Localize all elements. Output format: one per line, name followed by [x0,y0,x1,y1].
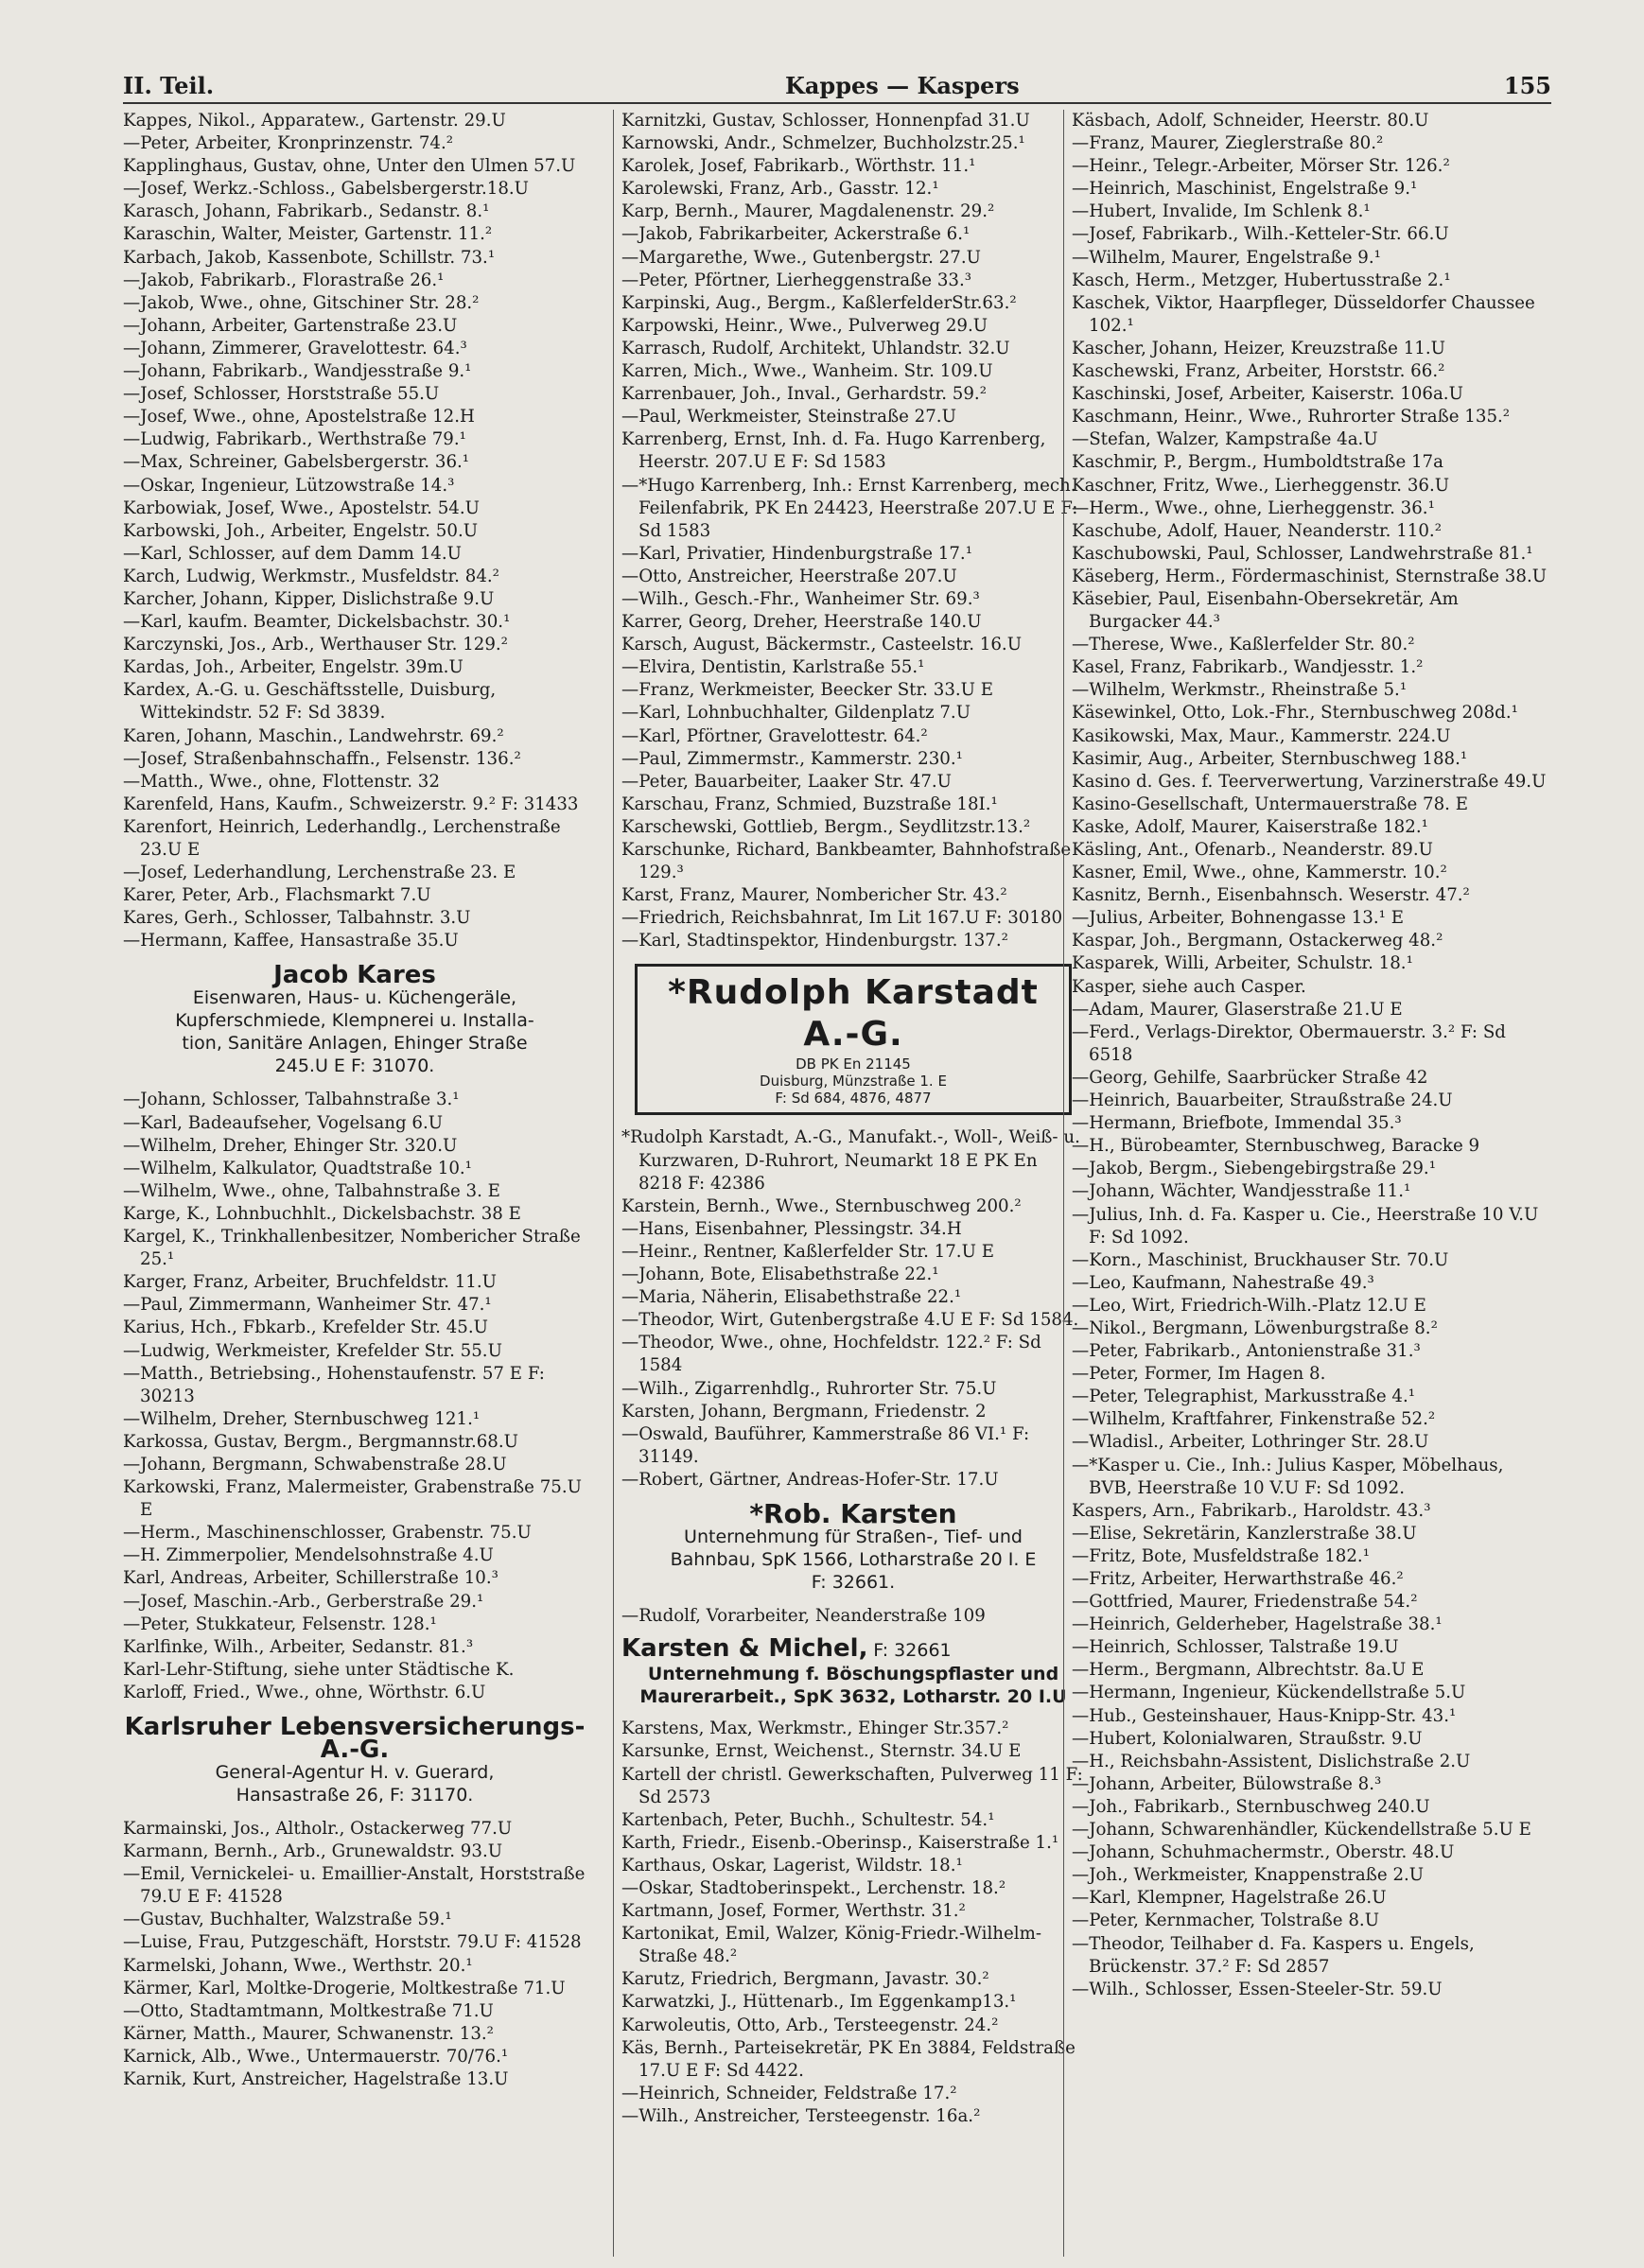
directory-entry: Kardas, Joh., Arbeiter, Engelstr. 39m.U [123,657,463,678]
directory-entry: Karwoleutis, Otto, Arb., Tersteegenstr. 24.² [621,2015,999,2035]
directory-entry: —Ludwig, Werkmeister, Krefelder Str. 55.U [123,1340,502,1361]
directory-entry: Käseberg, Herm., Fördermaschinist, Sternstraße 38.U [1072,566,1548,586]
directory-entry: —Wilhelm, Kalkulator, Quadtstraße 10.¹ [123,1158,472,1178]
directory-entry: Kärmer, Karl, Moltke-Drogerie, Moltkestraße 71.U [123,1978,566,1998]
directory-entry: Kares, Gerh., Schlosser, Talbahnstr. 3.U [123,908,471,929]
directory-entry: Käsebier, Paul, Eisenbahn-Obersekretär, Am Burgacker 44.³ [1072,588,1459,633]
directory-entry: —Herm., Maschinenschlosser, Grabenstr. 75.U [123,1523,532,1544]
ad-robkarsten-line3: F: 32661. [811,1571,896,1593]
directory-entry: —Johann, Arbeiter, Gartenstraße 23.U [123,315,458,336]
directory-entry: —Oskar, Ingenieur, Lützowstraße 14.³ [123,475,455,496]
directory-entry: Karsch, August, Bäckermstr., Casteelstr. 16.U [621,635,1023,655]
directory-entry: —Hermann, Briefbote, Immendal 35.³ [1072,1113,1402,1134]
directory-entry: —Maria, Näherin, Elisabethstraße 22.¹ [621,1287,962,1308]
directory-entry: Käsling, Ant., Ofenarb., Neanderstr. 89.U [1072,840,1433,860]
directory-entry: Karschewski, Gottlieb, Bergm., Seydlitzstr.13.² [621,816,1031,837]
directory-entry: —Wilhelm, Wwe., ohne, Talbahnstraße 3. E [123,1180,500,1201]
directory-entry: Kasparek, Willi, Arbeiter, Schulstr. 18.¹ [1072,953,1413,974]
directory-entry: Karrer, Georg, Dreher, Heerstraße 140.U [621,612,982,633]
directory-entry: —Theodor, Wirt, Gutenbergstraße 4.U E F: Sd 1584. [621,1310,1079,1331]
directory-entry: —Matth., Betriebsing., Hohenstaufenstr. 57 E F: 30213 [123,1363,545,1406]
directory-entry: Kartenbach, Peter, Buchh., Schultestr. 54.¹ [621,1809,995,1830]
directory-entry: —Peter, Fabrikarb., Antonienstraße 31.³ [1072,1341,1421,1362]
directory-entry: Kardex, A.-G. u. Geschäftsstelle, Duisburg, Wittekindstr. 52 F: Sd 3839. [123,680,497,724]
directory-entry: —Hubert, Invalide, Im Schlenk 8.¹ [1072,201,1371,222]
directory-entry: —H., Reichsbahn-Assistent, Dislichstraße 2.U [1072,1751,1471,1771]
directory-entry: —Julius, Arbeiter, Bohnengasse 13.¹ E [1072,908,1405,929]
directory-entry: Käsewinkel, Otto, Lok.-Fhr., Sternbuschweg 208d.¹ [1072,703,1518,724]
ad-karlsruher [123,1713,586,1806]
directory-entry: Karaschin, Walter, Meister, Gartenstr. 11.² [123,224,493,245]
page-number: 155 [1503,72,1551,99]
directory-entry: —H., Bürobeamter, Sternbuschweg, Baracke 9 [1072,1136,1480,1157]
directory-entry: Kartonikat, Emil, Walzer, König-Friedr.-Wilhelm-Straße 48.² [621,1924,1041,1967]
directory-entry: Kasino-Gesellschaft, Untermauerstraße 78. E [1072,794,1469,814]
directory-entry: Karolek, Josef, Fabrikarb., Wörthstr. 11.¹ [621,156,976,177]
column-2 [613,110,1085,2257]
directory-entry: Karst, Franz, Maurer, Nombericher Str. 43.² [621,885,1007,906]
directory-entry: —Josef, Lederhandlung, Lerchenstraße 23. E [123,863,516,883]
directory-entry: Karnitzki, Gustav, Schlosser, Honnenpfad 31.U [621,111,1030,131]
directory-entry: —Gustav, Buchhalter, Walzstraße 59.¹ [123,1910,452,1930]
directory-entry: —Peter, Arbeiter, Kronprinzenstr. 74.² [123,133,454,154]
ad-karlsruher-line2: Hansastraße 26, F: 31170. [236,1785,474,1806]
directory-entry: Kasikowski, Max, Maur., Kammerstr. 224.U [1072,725,1451,746]
directory-entry: —Jakob, Fabrikarbeiter, Ackerstraße 6.¹ [621,224,971,245]
directory-entry: —Max, Schreiner, Gabelsbergerstr. 36.¹ [123,452,470,473]
directory-entry: Kärner, Matth., Maurer, Schwanenstr. 13.² [123,2023,494,2044]
directory-entry: Karbowski, Joh., Arbeiter, Engelstr. 50.U [123,520,479,541]
directory-entry: Karkossa, Gustav, Bergm., Bergmannstr.68.U [123,1431,518,1452]
directory-entry: Karstens, Max, Werkmstr., Ehinger Str.357.² [621,1718,1009,1739]
entries-2c [621,1718,1085,2128]
directory-entry: —Johann, Wächter, Wandjesstraße 11.¹ [1072,1181,1411,1202]
directory-entry: Käsbach, Adolf, Schneider, Heerstr. 80.U [1072,111,1429,131]
directory-entry: Kasner, Emil, Wwe., ohne, Kammerstr. 10.² [1072,863,1447,883]
ad-karstadt-line3: F: Sd 684, 4876, 4877 [775,1090,932,1108]
directory-entry: Karmelski, Johann, Wwe., Werthstr. 20.¹ [123,1955,473,1976]
directory-entry: —Elvira, Dentistin, Karlstraße 55.¹ [621,657,925,678]
directory-entry: Karnowski, Andr., Schmelzer, Buchholzstr.25.¹ [621,133,1025,154]
directory-entry: Karius, Hch., Fbkarb., Krefelder Str. 45.U [123,1317,488,1338]
directory-entry: Karstein, Bernh., Wwe., Sternbuschweg 200.² [621,1195,1022,1216]
directory-entry: Kasino d. Ges. f. Teerverwertung, Varzinerstraße 49.U [1072,771,1547,792]
directory-entry: —Wilhelm, Werkmstr., Rheinstraße 5.¹ [1072,680,1408,701]
directory-entry: —Peter, Telegraphist, Markusstraße 4.¹ [1072,1387,1416,1407]
directory-entry: —Korn., Maschinist, Bruckhauser Str. 70.U [1072,1249,1449,1270]
directory-entry: —Theodor, Wwe., ohne, Hochfeldstr. 122.² F: Sd 1584 [621,1333,1041,1376]
directory-entry: —Hans, Eisenbahner, Plessingstr. 34.H [621,1218,962,1239]
directory-entry: —Heinr., Telegr.-Arbeiter, Mörser Str. 126.² [1072,156,1450,177]
directory-entry: Kasnitz, Bernh., Eisenbahnsch. Weserstr. 47.² [1072,885,1470,906]
directory-entry: Karsten, Johann, Bergmann, Friedenstr. 2 [621,1401,987,1422]
ad-karstadt-line2: Duisburg, Münzstraße 1. E [760,1073,947,1090]
ad-michel-line2: Maurerarbeit., SpK 3632, Lotharstr. 20 I.U [639,1686,1067,1708]
directory-entry: —Ludwig, Fabrikarb., Werthstraße 79.¹ [123,429,466,450]
directory-entry: —Wilhelm, Maurer, Engelstraße 9.¹ [1072,247,1381,268]
ad-kares-line3: tion, Sanitäre Anlagen, Ehinger Straße [182,1033,528,1055]
directory-entry: Kartmann, Josef, Former, Werthstr. 31.² [621,1901,966,1922]
directory-entry: —Peter, Former, Im Hagen 8. [1072,1364,1326,1385]
directory-entry: —Peter, Stukkateur, Felsenstr. 128.¹ [123,1614,437,1634]
directory-entry: Karasch, Johann, Fabrikarb., Sedanstr. 8.¹ [123,201,490,222]
directory-entry: —Hermann, Ingenieur, Kückendellstraße 5.U [1072,1683,1466,1703]
directory-entry: —Heinr., Rentner, Kaßlerfelder Str. 17.U E [621,1241,994,1262]
directory-entry: —Johann, Zimmerer, Gravelottestr. 64.³ [123,338,467,358]
directory-entry: Karschau, Franz, Schmied, Buzstraße 18I.¹ [621,794,998,814]
directory-entry: Kaschmir, P., Bergm., Humboldtstraße 17a [1072,452,1443,473]
directory-entry: Karschunke, Richard, Bankbeamter, Bahnhofstraße 129.³ [621,840,1072,883]
directory-entry: Karl, Andreas, Arbeiter, Schillerstraße 10.³ [123,1568,498,1589]
directory-entry: —Emil, Vernickelei- u. Emaillier-Anstalt, Horststraße 79.U E F: 41528 [123,1864,586,1908]
directory-entry: —Wilh., Schlosser, Essen-Steeler-Str. 59.U [1072,1979,1443,1999]
directory-entry: —Heinrich, Maschinist, Engelstraße 9.¹ [1072,179,1418,200]
directory-entry: —Julius, Inh. d. Fa. Kasper u. Cie., Heerstraße 10 V.U F: Sd 1092. [1072,1204,1539,1247]
directory-entry: Karenfort, Heinrich, Lederhandlg., Lerchenstraße 23.U E [123,816,561,860]
ad-rob-karsten [621,1497,1085,1594]
directory-entry: —Joh., Fabrikarb., Sternbuschweg 240.U [1072,1796,1430,1817]
ad-karlsruher-name: Karlsruher Lebensversicherungs-A.-G. [124,1713,586,1764]
directory-entry: —Stefan, Walzer, Kampstraße 4a.U [1072,429,1378,450]
directory-entry: Kaske, Adolf, Maurer, Kaiserstraße 182.¹ [1072,816,1428,837]
directory-entry: Kaspers, Arn., Fabrikarb., Haroldstr. 43.³ [1072,1500,1431,1521]
directory-entry: Kaspar, Joh., Bergmann, Ostackerweg 48.² [1072,931,1443,951]
directory-entry: —Heinrich, Schneider, Feldstraße 17.² [621,2083,957,2103]
directory-entry: Karlfinke, Wilh., Arbeiter, Sedanstr. 81.³ [123,1636,474,1657]
entries-2c-pre [621,1605,1085,1628]
directory-entry: Karp, Bernh., Maurer, Magdalenenstr. 29.² [621,201,995,222]
directory-entry: —Karl, Badeaufseher, Vogelsang 6.U [123,1112,444,1133]
directory-entry: —Otto, Stadtamtmann, Moltkestraße 71.U [123,2000,494,2021]
entries-3 [1072,110,1549,2001]
directory-entry: —Fritz, Arbeiter, Herwarthstraße 46.² [1072,1569,1404,1589]
directory-entry: Karren, Mich., Wwe., Wanheim. Str. 109.U [621,361,993,382]
ad-karlsruher-line1: General-Agentur H. v. Guerard, [215,1762,495,1783]
directory-entry: Karpinski, Aug., Bergm., KaßlerfelderStr.63.² [621,292,1017,313]
directory-entry: —Peter, Bauarbeiter, Laaker Str. 47.U [621,771,953,792]
directory-entry: Karnik, Kurt, Anstreicher, Hagelstraße 13.U [123,2069,509,2090]
directory-entry: Karth, Friedr., Eisenb.-Oberinsp., Kaiserstraße 1.¹ [621,1832,1059,1853]
directory-entry: —Karl, Klempner, Hagelstraße 26.U [1072,1888,1387,1909]
directory-entry: Karrasch, Rudolf, Architekt, Uhlandstr. 32.U [621,338,1010,358]
directory-entry: Karutz, Friedrich, Bergmann, Javastr. 30.² [621,1969,989,1990]
directory-entry: —Matth., Wwe., ohne, Flottenstr. 32 [123,771,440,792]
directory-entry: Kaschube, Adolf, Hauer, Neanderstr. 110.² [1072,520,1442,541]
header-rule [123,102,1551,104]
directory-entry: —Fritz, Bote, Musfeldstraße 182.¹ [1072,1545,1371,1566]
directory-entry: —Heinrich, Gelderheber, Hagelstraße 38.¹ [1072,1614,1443,1635]
directory-entry: Karger, Franz, Arbeiter, Bruchfeldstr. 11.U [123,1272,497,1293]
directory-entry: Kapplinghaus, Gustav, ohne, Unter den Ulmen 57.U [123,156,576,177]
page-header [123,72,1551,102]
directory-entry: —Luise, Frau, Putzgeschäft, Horststr. 79.U F: 41528 [123,1932,582,1953]
directory-entry: Karer, Peter, Arb., Flachsmarkt 7.U [123,885,431,906]
directory-entry: —Wladisl., Arbeiter, Lothringer Str. 28.U [1072,1432,1429,1453]
directory-entry: —Wilh., Gesch.-Fhr., Wanheimer Str. 69.³ [621,588,980,609]
entries-2a [621,110,1085,952]
directory-entry: Karmann, Bernh., Arb., Grunewaldstr. 93.U [123,1841,503,1862]
directory-entry: —Heinrich, Schlosser, Talstraße 19.U [1072,1637,1399,1658]
directory-entry: —Wilh., Zigarrenhdlg., Ruhrorter Str. 75.U [621,1378,997,1399]
directory-entry: Karpowski, Heinr., Wwe., Pulverweg 29.U [621,315,988,336]
directory-entry: —Herm., Bergmann, Albrechtstr. 8a.U E [1072,1660,1425,1681]
directory-entry: Karbach, Jakob, Kassenbote, Schillstr. 73.¹ [123,247,496,268]
directory-entry: —Wilhelm, Dreher, Sternbuschweg 121.¹ [123,1408,481,1429]
directory-entry: —Karl, Schlosser, auf dem Damm 14.U [123,543,462,564]
ad-michel-phone: F: 32661 [873,1640,952,1662]
ad-robkarsten-name: *Rob. Karsten [749,1497,957,1529]
directory-entry: Karthaus, Oskar, Lagerist, Wildstr. 18.¹ [621,1855,963,1875]
directory-entry: —*Kasper u. Cie., Inh.: Julius Kasper, Möbelhaus, BVB, Heerstraße 10 V.U F: Sd 1092. [1072,1455,1504,1498]
directory-entry: —Hub., Gesteinshauer, Haus-Knipp-Str. 43.¹ [1072,1705,1457,1726]
directory-entry: Karcher, Johann, Kipper, Dislichstraße 9.U [123,588,495,609]
directory-entry: Karsunke, Ernst, Weichenst., Sternstr. 34.U E [621,1741,1022,1762]
directory-entry: —Gottfried, Maurer, Friedenstraße 54.² [1072,1592,1418,1613]
directory-entry: —Johann, Arbeiter, Bülowstraße 8.³ [1072,1773,1382,1794]
directory-entry: —Heinrich, Bauarbeiter, Straußstraße 24.U [1072,1090,1453,1111]
directory-entry: —Franz, Werkmeister, Beecker Str. 33.U E [621,680,994,701]
directory-entry: —Friedrich, Reichsbahnrat, Im Lit 167.U F: 30180 [621,908,1063,929]
ad-karstadt-name: *Rudolph Karstadt A.-G. [668,973,1039,1055]
column-1 [123,110,586,2257]
name-range: Kappes — Kaspers [785,72,1020,99]
directory-entry: —Paul, Zimmermstr., Kammerstr. 230.¹ [621,748,963,769]
entries-1c [123,1818,586,2091]
directory-entry: —Rudolf, Vorarbeiter, Neanderstraße 109 [621,1605,986,1626]
directory-entry: —Johann, Bote, Elisabethstraße 22.¹ [621,1265,939,1285]
directory-entry: *Rudolph Karstadt, A.-G., Manufakt.-, Woll-, Weiß- u. Kurzwaren, D-Ruhrort, Neumarkt 18 E PK En 8218 F: 42386 [621,1127,1080,1194]
directory-entry: Karbowiak, Josef, Wwe., Apostelstr. 54.U [123,497,480,518]
directory-entry: —Josef, Straßenbahnschaffn., Felsenstr. 136.² [123,748,521,769]
directory-entry: Kaschinski, Josef, Arbeiter, Kaiserstr. 106a.U [1072,384,1463,405]
directory-entry: Karenfeld, Hans, Kaufm., Schweizerstr. 9.² F: 31433 [123,794,579,814]
directory-entry: Karrenbauer, Joh., Inval., Gerhardstr. 59.² [621,384,987,405]
directory-entry: —Wilhelm, Kraftfahrer, Finkenstraße 52.² [1072,1409,1436,1430]
ad-michel-line1: Unternehmung f. Böschungspflaster und [647,1664,1059,1685]
directory-entry: —Paul, Zimmermann, Wanheimer Str. 47.¹ [123,1295,492,1316]
directory-entry: Kaschmann, Heinr., Wwe., Ruhrorter Straße 135.² [1072,407,1511,427]
directory-entry: —Hubert, Kolonialwaren, Straußstr. 9.U [1072,1728,1423,1749]
directory-entry: —Karl, kaufm. Beamter, Dickelsbachstr. 30.¹ [123,612,511,633]
directory-entry: —Josef, Schlosser, Horststraße 55.U [123,384,440,405]
directory-entry: —Karl, Privatier, Hindenburgstraße 17.¹ [621,543,972,564]
directory-entry: —Jakob, Fabrikarb., Florastraße 26.¹ [123,270,445,290]
ad-kares-line1: Eisenwaren, Haus- u. Küchengeräle, [192,987,517,1009]
directory-entry: —Oswald, Bauführer, Kammerstraße 86 VI.¹ F: 31149. [621,1423,1030,1467]
directory-entry: Kasimir, Aug., Arbeiter, Sternbuschweg 188.¹ [1072,748,1468,769]
directory-entry: Kaschubowski, Paul, Schlosser, Landwehrstraße 81.¹ [1072,543,1533,564]
directory-entry: Kasper, siehe auch Casper. [1072,976,1306,997]
directory-entry: —Leo, Wirt, Friedrich-Wilh.-Platz 12.U E [1072,1295,1426,1316]
directory-entry: —Johann, Schwarenhändler, Kückendellstraße 5.U E [1072,1820,1531,1841]
ad-karstadt-line1: DB PK En 21145 [796,1055,911,1073]
directory-entry: —Paul, Werkmeister, Steinstraße 27.U [621,407,956,427]
directory-entry: —Therese, Wwe., Kaßlerfelder Str. 80.² [1072,635,1415,655]
directory-entry: —Wilh., Anstreicher, Tersteegenstr. 16a.² [621,2105,981,2126]
directory-entry: —Herm., Wwe., ohne, Lierheggenstr. 36.¹ [1072,497,1435,518]
directory-entry: —Robert, Gärtner, Andreas-Hofer-Str. 17.U [621,1469,999,1490]
directory-entry: Karolewski, Franz, Arb., Gasstr. 12.¹ [621,179,939,200]
directory-entry: Kargel, K., Trinkhallenbesitzer, Nombericher Straße 25.¹ [123,1227,581,1270]
directory-entry: —Hermann, Kaffee, Hansastraße 35.U [123,931,459,951]
directory-entry: —Nikol., Bergmann, Löwenburgstraße 8.² [1072,1317,1438,1338]
directory-entry: —*Hugo Karrenberg, Inh.: Ernst Karrenberg, mech. Feilenfabrik, PK En 24423, Heerstraße 207.U E F: Sd 1583 [621,475,1078,541]
directory-entry: Kartell der christl. Gewerkschaften, Pulverweg 11 F: Sd 2573 [621,1764,1083,1807]
directory-entry: Karczynski, Jos., Arb., Werthauser Str. 129.² [123,635,508,655]
ad-robkarsten-line2: Bahnbau, SpK 1566, Lotharstraße 20 I. E [670,1548,1037,1570]
directory-entry: —Adam, Maurer, Glaserstraße 21.U E [1072,999,1403,1020]
directory-entry: —Karl, Stadtinspektor, Hindenburgstr. 137.² [621,931,1008,951]
entries-1b [123,1089,586,1704]
directory-entry: —Peter, Kernmacher, Tolstraße 8.U [1072,1910,1380,1931]
directory-entry: —Franz, Maurer, Zieglerstraße 80.² [1072,133,1384,154]
directory-entry: —Karl, Lohnbuchhalter, Gildenplatz 7.U [621,703,971,724]
directory-entry: Kasel, Franz, Fabrikarb., Wandjesstr. 1.² [1072,657,1424,678]
directory-entry: —Josef, Werkz.-Schloss., Gabelsbergerstr.18.U [123,179,530,200]
directory-entry: —Georg, Gehilfe, Saarbrücker Straße 42 [1072,1067,1428,1088]
directory-entry: Karen, Johann, Maschin., Landwehrstr. 69.² [123,725,504,746]
directory-entry: Käs, Bernh., Parteisekretär, PK En 3884, Feldstraße 17.U E F: Sd 4422. [621,2037,1076,2081]
directory-entry: Kappes, Nikol., Apparatew., Gartenstr. 29.U [123,111,506,131]
directory-entry: —Theodor, Teilhaber d. Fa. Kaspers u. Engels, Brückenstr. 37.² F: Sd 2857 [1072,1933,1475,1977]
directory-entry: Karwatzki, J., Hüttenarb., Im Eggenkamp13.¹ [621,1992,1017,2013]
directory-entry: Kascher, Johann, Heizer, Kreuzstraße 11.U [1072,338,1445,358]
directory-entry: —Elise, Sekretärin, Kanzlerstraße 38.U [1072,1523,1417,1544]
entries-1a [123,110,586,952]
ad-kares-line2: Kupferschmiede, Klempnerei u. Installa- [175,1010,534,1032]
directory-entry: —Leo, Kaufmann, Nahestraße 49.³ [1072,1272,1374,1293]
directory-entry: —Wilhelm, Dreher, Ehinger Str. 320.U [123,1135,458,1156]
entries-2b [621,1126,1085,1492]
ad-kares-line4: 245.U E F: 31070. [274,1055,435,1077]
directory-entry: Karl-Lehr-Stiftung, siehe unter Städtische K. [123,1659,515,1680]
directory-entry: —Josef, Wwe., ohne, Apostelstraße 12.H [123,407,475,427]
directory-entry: Karmainski, Jos., Altholr., Ostackerweg 77.U [123,1819,513,1839]
directory-entry: —Oskar, Stadtoberinspekt., Lerchenstr. 18.² [621,1878,1006,1898]
ad-karsten-michel [621,1634,1085,1708]
directory-entry: —Jakob, Wwe., ohne, Gitschiner Str. 28.² [123,292,480,313]
directory-entry: Karnick, Alb., Wwe., Untermauerstr. 70/76.¹ [123,2046,509,2067]
column-3 [1063,110,1549,2257]
directory-entry: Kasch, Herm., Metzger, Hubertusstraße 2.¹ [1072,270,1451,290]
directory-entry: —Johann, Schlosser, Talbahnstraße 3.¹ [123,1090,460,1110]
part-label: II. Teil. [123,72,215,99]
directory-entry: —Jakob, Bergm., Siebengebirgstraße 29.¹ [1072,1159,1437,1179]
directory-entry: —Johann, Fabrikarb., Wandjesstraße 9.¹ [123,361,472,382]
directory-entry: —Peter, Pförtner, Lierheggenstraße 33.³ [621,270,972,290]
directory-entry: —Otto, Anstreicher, Heerstraße 207.U [621,566,957,586]
ad-robkarsten-line1: Unternehmung für Straßen-, Tief- und [684,1526,1023,1547]
directory-entry: —Josef, Fabrikarb., Wilh.-Ketteler-Str. 66.U [1072,224,1449,245]
directory-entry: Karge, K., Lohnbuchhlt., Dickelsbachstr. 38 E [123,1203,521,1224]
directory-entry: —Joh., Werkmeister, Knappenstraße 2.U [1072,1865,1425,1886]
ad-kares-name: Jacob Kares [273,961,436,990]
directory-entry: —H. Zimmerpolier, Mendelsohnstraße 4.U [123,1545,494,1566]
ad-karstadt [635,964,1072,1115]
directory-entry: Kaschner, Fritz, Wwe., Lierheggenstr. 36.U [1072,475,1450,496]
directory-entry: Karch, Ludwig, Werkmstr., Musfeldstr. 84.² [123,566,499,586]
directory-entry: Kaschek, Viktor, Haarpfleger, Düsseldorfer Chaussee 102.¹ [1072,292,1535,336]
directory-entry: —Karl, Pförtner, Gravelottestr. 64.² [621,725,928,746]
ad-michel-name: Karsten & Michel, [621,1634,868,1664]
directory-entry: Karrenberg, Ernst, Inh. d. Fa. Hugo Karrenberg, Heerstr. 207.U E F: Sd 1583 [621,429,1046,473]
directory-entry: —Josef, Maschin.-Arb., Gerberstraße 29.¹ [123,1591,484,1612]
directory-entry: Kaschewski, Franz, Arbeiter, Horststr. 66.² [1072,361,1445,382]
directory-entry: —Johann, Bergmann, Schwabenstraße 28.U [123,1454,507,1474]
directory-entry: —Margarethe, Wwe., Gutenbergstr. 27.U [621,247,981,268]
directory-entry: —Ferd., Verlags-Direktor, Obermauerstr. 3.² F: Sd 6518 [1072,1021,1506,1065]
ad-jacob-kares [123,961,586,1077]
directory-entry: Karloff, Fried., Wwe., ohne, Wörthstr. 6.U [123,1682,486,1702]
directory-entry: Karkowski, Franz, Malermeister, Grabenstraße 75.U E [123,1477,582,1521]
directory-entry: —Johann, Schuhmachermstr., Oberstr. 48.U [1072,1842,1455,1863]
